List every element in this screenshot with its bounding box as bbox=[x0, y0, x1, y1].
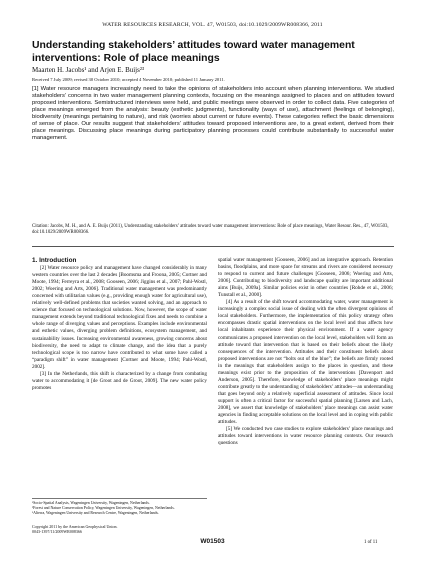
paragraph: [5] We conducted two case studies to explore stakeholders’ place meanings and attitudes toward interventions in water resource planning contexts. Our research questions bbox=[218, 426, 393, 447]
footnote: ²Forest and Nature Conservation Policy, Wageningen University, Wageningen, Netherlands. bbox=[32, 506, 175, 510]
paragraph: spatial water management [Gooseen, 2006] and an integrative approach. Retention basins, floodplains, and more space for streams and rivers are considered necessary to respond to current and future challenges [Gooseen, 2006; Woering and Arts, 2006]. Contributing to biodiversity and landscape quality are important additional aims [Buijs, 2009a]. Similar policies exist in other countries [Rohde et al., 2006; Tunstall et al., 2000]. bbox=[218, 257, 393, 299]
authors: Maarten H. Jacobs¹ and Arjen E. Buijs²³ bbox=[32, 66, 145, 74]
received-dates: Received 7 July 2009; revised 30 October 2010; accepted 4 November 2010; published 11 January 2011. bbox=[32, 77, 225, 82]
footnote: ³Alterra, Wageningen University and Research Centre, Wageningen, Netherlands. bbox=[32, 511, 159, 515]
article-id: W01503 bbox=[200, 538, 225, 545]
divider bbox=[32, 246, 394, 247]
affiliation-footnotes bbox=[32, 498, 207, 516]
section-heading: 1. Introduction bbox=[32, 257, 77, 264]
citation: Citation: Jacobs, M. H., and A. E. Buijs (2011), Understanding stakeholders’ attitudes toward water management interventions: Role of place meanings, Water Resour. Res., 47, W01503, doi:10.1029/2009WR008366. bbox=[32, 224, 389, 236]
abstract: [1] Water resource managers increasingly need to take the opinions of stakeholders into account when planning interventions. We studied stakeholders’ concerns in two water management planning contexts, focusing on the meanings assigned to places and on attitudes toward proposed interventions. Semistructured interviews were held, and public meetings were observed in order to collect data. Five categories of place meanings emerged from the analysis: beauty (esthetic judgments), functionality (ways of use), attachment (feelings of belonging), biodiversity (meanings pertaining to nature), and risk (worries about current or future events). These categories reflect the basic dimensions of sense of place. Our results suggest that stakeholders’ attitudes toward proposed interventions are, to a great extent, derived from their place meanings. Discussing place meanings during participatory planning processes could contribute substantially to successful water management. bbox=[32, 86, 394, 141]
left-column bbox=[32, 257, 207, 392]
paragraph: [3] In the Netherlands, this shift is characterized by a change from combating water to accommodating it [de Groot and de Groot, 2009]. The new water policy promotes bbox=[32, 370, 207, 391]
page-number: 1 of 11 bbox=[364, 540, 378, 545]
paper-title: Understanding stakeholders’ attitudes toward water management interventions: Role of place meanings bbox=[32, 40, 355, 64]
right-column bbox=[218, 257, 393, 447]
footnote: ¹Socio-Spatial Analysis, Wageningen University, Wageningen, Netherlands. bbox=[32, 501, 150, 505]
copyright bbox=[32, 524, 118, 534]
copyright-line: Copyright 2011 by the American Geophysical Union. bbox=[32, 524, 118, 529]
running-header: WATER RESOURCES RESEARCH, VOL. 47, W01503, doi:10.1029/2009WR008366, 2011 bbox=[102, 22, 323, 28]
copyright-code: 0043-1397/11/2009WR008366 bbox=[32, 529, 82, 534]
paragraph: [4] As a result of the shift toward accommodating water, water management is increasingly a complex social issue of dealing with the often divergent opinions of local stakeholders. Furthermore, the implementation of this policy strategy often encompasses drastic spatial interventions on the local level and thus affects how local inhabitants experience their physical environment. If a water agency communicates a proposed intervention on the local level, stakeholders will form an attitude toward that intervention that is based on their beliefs about the likely consequences of the intervention. Attitudes and their constituent beliefs about proposed interventions are not “bolts out of the blue”; the beliefs are firmly rooted in the meanings that stakeholders assign to the places in question, and these meanings exist prior to the proposition of the interventions [Davenport and Anderson, 2005]. Therefore, knowledge of stakeholders’ place meanings might contribute greatly to the understanding of stakeholders’ attitudes—an understanding that goes beyond only a relatively superficial assessment of attitudes. Since local support is often a critical factor for successful spatial planning [Larsen and Lach, 2008], we assert that knowledge of stakeholders’ place meanings can assist water agencies in finding acceptable solutions on the local level and in coping with public attitudes. bbox=[218, 299, 393, 426]
paragraph: [2] Water resource policy and management have changed considerably in many western countries over the last 2 decades [Boomsma and Froona, 2005; Cortner and Moote, 1994; Ferreyra et al., 2008; Gooseen, 2006; Jiggins et al., 2007; Pahl-Wostl, 2002; Woering and Arts, 2006]. Traditional water management was predominantly concerned with utilitarian values (e.g., providing enough water for agricultural use), relatively well-defined problems that societies wanted solving, and an approach to science that focused on technological solutions. Now, however, the scope of water management extends beyond traditional technological fixes and needs to combine a whole range of diverging values and perceptions. Examples include environmental and esthetic values, diverging problem definitions, ecosystem management, and sustainability issues. Increasing environmental awareness, growing concerns about biodiversity, the need to adapt to climate change, and the idea that a purely technological scope is too narrow have contributed to what some have called a “paradigm shift” in water management [Cortner and Moote, 1994; Pahl-Wostl, 2002]. bbox=[32, 265, 207, 370]
